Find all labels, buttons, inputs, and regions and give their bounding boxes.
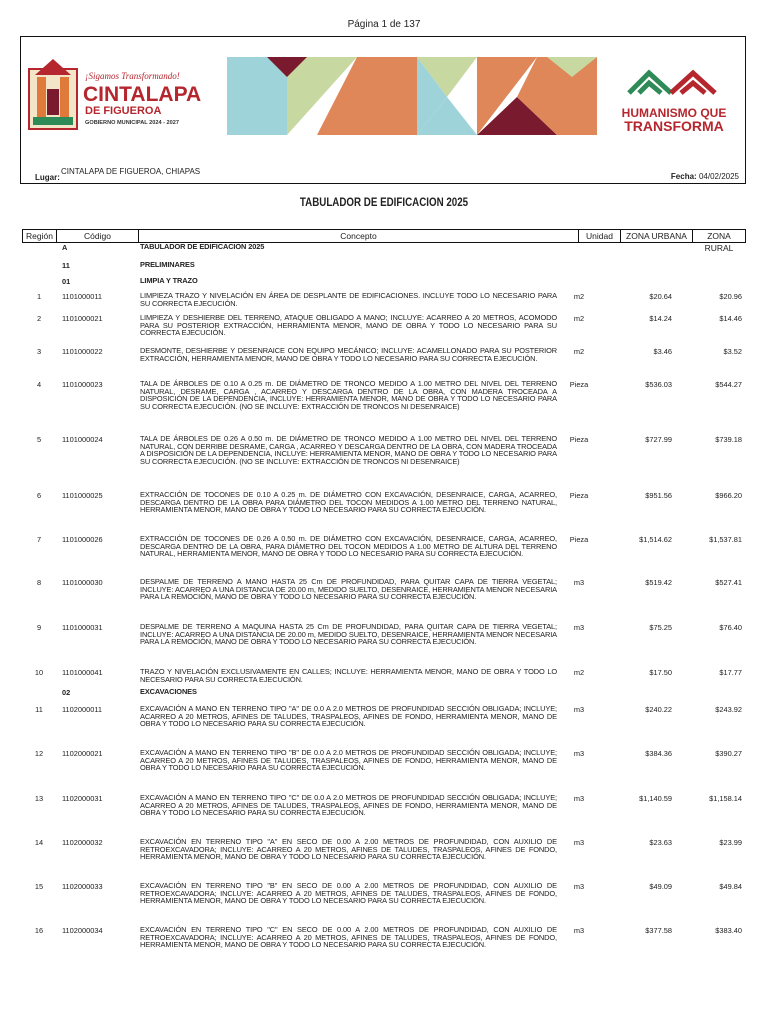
region-cell: 10 [34, 668, 44, 677]
unidad-cell: m3 [573, 882, 585, 891]
region-cell: 12 [34, 749, 44, 758]
svg-text:CINTALAPA: CINTALAPA [83, 83, 202, 106]
codigo-cell: 1101000030 [62, 578, 103, 587]
zona-rural-cell: $1,537.81 [709, 535, 742, 544]
zona-urbana-cell: $23.63 [649, 838, 672, 847]
document-title: TABULADOR DE EDIFICACION 2025 [299, 197, 469, 209]
codigo-cell: 1102000033 [62, 882, 103, 891]
codigo-cell: 1101000021 [62, 314, 103, 323]
zona-rural-cell: $739.18 [715, 435, 742, 444]
zona-urbana-cell: $240.22 [645, 705, 672, 714]
zona-urbana-cell: $384.36 [645, 749, 672, 758]
zona-rural-cell: $966.20 [715, 491, 742, 500]
codigo-cell: 1101000022 [62, 347, 103, 356]
svg-text:GOBIERNO MUNICIPAL 2024 - 2027: GOBIERNO MUNICIPAL 2024 - 2027 [85, 120, 179, 126]
concepto-cell: TRAZO Y NIVELACIÓN EXCLUSIVAMENTE EN CALLES; INCLUYE: HERRAMIENTA MENOR, MANO DE OBRA Y TODO LO NECESARIO PARA SU CORRECTA EJECUCIÓN. [140, 667, 557, 684]
codigo-cell: 1102000011 [62, 705, 103, 714]
codigo-cell: 1101000023 [62, 380, 103, 389]
zona-urbana-cell: $75.25 [649, 623, 672, 632]
svg-text:HUMANISMO QUE: HUMANISMO QUE [621, 106, 727, 120]
concepto-cell: EXTRACCIÓN DE TOCONES DE 0.26 A 0.50 m. DE DIÁMETRO CON EXCAVACIÓN, DESENRAICE, CARGA, ACARREO, DESCARGA DENTRO DE LA OBRA, PARA DIÁMETRO DEL TOCON MEDIDOS A 1.00 METRO DE ALTURA DEL TERRENO NATURAL, HERRAMIENTA MENOR, MANO DE OBRA Y TODO LO NECESARIO PARA SU CORRECTA EJECUCIÓN. [140, 534, 557, 559]
concepto-cell: EXCAVACIÓN A MANO EN TERRENO TIPO "C" DE 0.0 A 2.0 METROS DE PROFUNDIDAD SECCIÓN OBLIGADA; INCLUYE; ACARREO A 20 METROS, AFINES DE TALUDES, TRASPALEOS, AFINES DE FONDO, HERRAMIENTA MENOR, MANO DE OBRA Y TODO LO NECESARIO PARA SU CORRECTA EJECUCIÓN. [140, 793, 557, 818]
concepto-cell: EXCAVACIÓN EN TERRENO TIPO "C" EN SECO DE 0.00 A 2.00 METROS DE PROFUNDIDAD, CON AUXILIO DE RETROEXCAVADORA; INCLUYE: ACARREO A 20 METROS, AFINES DE TALUDES, TRASPALEOS, AFINES DE FONDO, HERRAMIENTA MENOR, MANO DE OBRA Y TODO LO NECESARIO PARA SU CORRECTA EJECUCIÓN. [140, 925, 557, 950]
unidad-cell: m3 [573, 926, 585, 935]
zona-rural-cell: $383.40 [715, 926, 742, 935]
codigo-cell: 02 [62, 688, 71, 697]
unidad-cell: m3 [573, 749, 585, 758]
zona-urbana-cell: $14.24 [649, 314, 672, 323]
zona-rural-cell: $243.92 [715, 705, 742, 714]
unidad-cell: m3 [573, 623, 585, 632]
fecha-label: Fecha: [670, 172, 697, 181]
zona-urbana-cell: $377.58 [645, 926, 672, 935]
zona-rural-cell: $20.96 [719, 292, 742, 301]
decorative-band [227, 57, 597, 135]
zona-urbana-cell: $20.64 [649, 292, 672, 301]
region-cell: 15 [34, 882, 44, 891]
zona-urbana-cell: $1,140.59 [639, 794, 672, 803]
codigo-cell: 1101000024 [62, 435, 103, 444]
col-header-codigo: Código [57, 230, 139, 242]
unidad-cell: Pieza [569, 380, 589, 389]
page-number: Página 1 de 137 [347, 19, 421, 30]
concepto-cell: LIMPIEZA TRAZO Y NIVELACIÓN EN ÁREA DE DESPLANTE DE EDIFICACIONES. INCLUYE TODO LO NECESARIO PARA SU CORRECTA EJECUCIÓN. [140, 291, 557, 308]
zona-urbana-cell: $727.99 [645, 435, 672, 444]
svg-text:TRANSFORMA: TRANSFORMA [624, 118, 724, 134]
codigo-cell: 1101000041 [62, 668, 103, 677]
zona-urbana-cell: $17.50 [649, 668, 672, 677]
region-cell: 11 [35, 705, 43, 714]
zona-rural-cell: $76.40 [719, 623, 742, 632]
concepto-cell: EXCAVACIÓN A MANO EN TERRENO TIPO "A" DE 0.0 A 2.0 METROS DE PROFUNDIDAD SECCIÓN OBLIGADA; INCLUYE; ACARREO A 20 METROS, AFINES DE TALUDES, TRASPALEOS, AFINES DE FONDO, HERRAMIENTA MENOR, MANO DE OBRA Y TODO LO NECESARIO PARA SU CORRECTA EJECUCIÓN. [140, 704, 557, 729]
zona-urbana-cell: $951.56 [645, 491, 672, 500]
svg-text:DE FIGUEROA: DE FIGUEROA [85, 105, 162, 117]
codigo-cell: A [62, 243, 68, 252]
region-cell: 1 [36, 292, 42, 301]
lugar-label: Lugar: [35, 173, 60, 182]
unidad-cell: m2 [573, 668, 585, 677]
region-cell: 7 [36, 535, 42, 544]
svg-text:¡Sigamos Transformando!: ¡Sigamos Transformando! [85, 71, 180, 81]
unidad-cell: m2 [573, 347, 585, 356]
concepto-cell: LIMPIEZA Y DESHIERBE DEL TERRENO, ATAQUE OBLIGADO A MANO; INCLUYE: ACARREO A 20 METROS, ACOMODO PARA SU POSTERIOR EXTRACCIÓN, HERRAMIENTA MENOR, MANO DE OBRA Y TODO LO NECESARIO PARA SU CORRECTA EJECUCIÓN. [140, 313, 557, 338]
col-header-zona-rural: ZONA RURAL [704, 231, 734, 253]
unidad-cell: m3 [573, 838, 585, 847]
fecha-value: 04/02/2025 [698, 172, 739, 181]
codigo-cell: 1102000021 [62, 749, 103, 758]
concepto-cell: EXCAVACIÓN A MANO EN TERRENO TIPO "B" DE 0.0 A 2.0 METROS DE PROFUNDIDAD SECCIÓN OBLIGADA; INCLUYE; ACARREO A 20 METROS, AFINES DE TALUDES, TRASPALEOS, AFINES DE FONDO, HERRAMIENTA MENOR, MANO DE OBRA Y TODO LO NECESARIO PARA SU CORRECTA EJECUCIÓN. [140, 748, 557, 773]
col-header-region: Región [23, 230, 57, 242]
codigo-cell: 1102000032 [62, 838, 103, 847]
concepto-cell: DESPALME DE TERRENO A MAQUINA HASTA 25 Cm DE PROFUNDIDAD, PARA QUITAR CAPA DE TIERRA VEGETAL; INCLUYE: ACARREO A UNA DISTANCIA DE 20.00 m, MEDIDO SUELTO, DESENRAICE, HERRAMIENTA MENOR NECESARIA PARA LA REMOCIÓN, MANO DE OBRA Y TODO LO NECESARIO PARA SU CORRECTA EJECUCIÓN. [140, 622, 557, 647]
col-header-concepto: Concepto [139, 230, 579, 242]
concepto-cell: EXCAVACIÓN EN TERRENO TIPO "B" EN SECO DE 0.00 A 2.00 METROS DE PROFUNDIDAD, CON AUXILIO DE RETROEXCAVADORA; INCLUYE: ACARREO A 20 METROS, AFINES DE TALUDES, TRASPALEOS, AFINES DE FONDO, HERRAMIENTA MENOR, MANO DE OBRA Y TODO LO NECESARIO PARA SU CORRECTA EJECUCIÓN. [140, 881, 557, 906]
concepto-cell: EXCAVACIÓN EN TERRENO TIPO "A" EN SECO DE 0.00 A 2.00 METROS DE PROFUNDIDAD, CON AUXILIO DE RETROEXCAVADORA; INCLUYE: ACARREO A 20 METROS, AFINES DE TALUDES, TRASPALEOS, AFINES DE FONDO, HERRAMIENTA MENOR, MANO DE OBRA Y TODO LO NECESARIO PARA SU CORRECTA EJECUCIÓN. [140, 837, 557, 862]
codigo-cell: 1101000031 [62, 623, 103, 632]
concepto-cell: EXCAVACIONES [140, 687, 197, 696]
region-cell: 13 [34, 794, 44, 803]
unidad-cell: Pieza [569, 491, 589, 500]
zona-rural-cell: $49.84 [719, 882, 742, 891]
lugar-value: CINTALAPA DE FIGUEROA, CHIAPAS [61, 167, 201, 176]
unidad-cell: m2 [573, 292, 585, 301]
zona-rural-cell: $544.27 [715, 380, 742, 389]
document-header [20, 36, 746, 184]
concepto-cell: DESMONTE, DESHIERBE Y DESENRAICE CON EQUIPO MECÁNICO; INCLUYE: ACAMELLONADO PARA SU POSTERIOR EXTRACCIÓN, HERRAMIENTA MENOR, MANO DE OBRA Y TODO LO NECESARIO PARA SU CORRECTA EJECUCIÓN. [140, 346, 557, 363]
region-cell: 2 [36, 314, 42, 323]
concepto-cell: LIMPIA Y TRAZO [140, 276, 198, 285]
codigo-cell: 1101000025 [62, 491, 103, 500]
codigo-cell: 1102000031 [62, 794, 103, 803]
concepto-cell: TALA DE ÁRBOLES DE 0.26 A 0.50 m. DE DIÁMETRO DE TRONCO MEDIDO A 1.00 METRO DEL NIVEL DEL TERRENO NATURAL, CON DERRIBE DESRAME, CARGA , ACARREO Y DESCARGA DENTRO DE LA OBRA, CON MADERA TROCEADA A DISPOSICIÓN DE LA DEPENDENCIA, INCLUYE: HERRAMIENTA MENOR, MANO DE OBRA Y TODO LO NECESARIO PARA SU CORRECTA EJECUCIÓN. (NO SE INCLUYE: EXTRACCIÓN DE TRONCOS NI DESENRAICE) [140, 434, 557, 466]
zona-urbana-cell: $1,514.62 [639, 535, 672, 544]
codigo-cell: 11 [62, 261, 70, 270]
zona-urbana-cell: $49.09 [649, 882, 672, 891]
codigo-cell: 01 [62, 277, 71, 286]
unidad-cell: m2 [573, 314, 585, 323]
codigo-cell: 1101000026 [62, 535, 103, 544]
zona-rural-cell: $14.46 [719, 314, 742, 323]
unidad-cell: m3 [573, 705, 585, 714]
zona-urbana-cell: $3.46 [653, 347, 672, 356]
zona-rural-cell: $3.52 [723, 347, 742, 356]
region-cell: 5 [36, 435, 42, 444]
concepto-cell: TALA DE ÁRBOLES DE 0.10 A 0.25 m. DE DIÁMETRO DE TRONCO MEDIDO A 1.00 METRO DEL NIVEL DEL TERRENO NATURAL, DESRAME, CARGA , ACARREO Y DESCARGA DENTRO DE LA OBRA, CON MADERA TROCEADA A DISPOSICIÓN DE LA DEPENDENCIA, INCLUYE: HERRAMIENTA MENOR, MANO DE OBRA Y TODO LO NECESARIO PARA SU CORRECTA EJECUCIÓN. (NO SE INCLUYE: EXTRACCIÓN DE TRONCOS NI DESENRAICE) [140, 379, 557, 411]
unidad-cell: Pieza [569, 535, 589, 544]
region-cell: 16 [34, 926, 44, 935]
region-cell: 4 [36, 380, 42, 389]
region-cell: 6 [36, 491, 42, 500]
zona-urbana-cell: $519.42 [645, 578, 672, 587]
zona-rural-cell: $17.77 [719, 668, 742, 677]
concepto-cell: PRELIMINARES [140, 260, 195, 269]
unidad-cell: m3 [573, 794, 585, 803]
col-header-zona-urbana: ZONA URBANA [621, 230, 693, 242]
col-header-unidad: Unidad [579, 230, 621, 242]
zona-urbana-cell: $536.03 [645, 380, 672, 389]
concepto-cell: DESPALME DE TERRENO A MANO HASTA 25 Cm DE PROFUNDIDAD, PARA QUITAR CAPA DE TIERRA VEGETAL; INCLUYE: ACARREO A UNA DISTANCIA DE 20.00 m, MEDIDO SUELTO, DESENRAICE, HERRAMIENTA MENOR NECESARIA PARA LA REMOCIÓN, MANO DE OBRA Y TODO LO NECESARIO PARA SU CORRECTA EJECUCIÓN. [140, 577, 557, 602]
zona-rural-cell: $23.99 [719, 838, 742, 847]
concepto-cell: TABULADOR DE EDIFICACION 2025 [140, 242, 265, 251]
codigo-cell: 1102000034 [62, 926, 103, 935]
region-cell: 14 [34, 838, 44, 847]
region-cell: 3 [36, 347, 42, 356]
humanismo-logo [609, 55, 739, 137]
zona-rural-cell: $527.41 [715, 578, 742, 587]
concepto-cell: EXTRACCIÓN DE TOCONES DE 0.10 A 0.25 m. DE DIÁMETRO CON EXCAVACIÓN, DESENRAICE, CARGA, ACARREO, DESCARGA DENTRO DE LA OBRA PARA DIÁMETRO DEL TOCON MEDIDOS A 1.00 METRO DEL TERRENO NATURAL, HERRAMIENTA MENOR, MANO DE OBRA Y TODO LO NECESARIO PARA SU CORRECTA EJECUCIÓN. [140, 490, 557, 515]
unidad-cell: Pieza [569, 435, 589, 444]
zona-rural-cell: $390.27 [715, 749, 742, 758]
region-cell: 8 [36, 578, 42, 587]
cathedral-icon [29, 59, 77, 129]
diamond-pattern-icon [629, 73, 715, 93]
municipal-logo [27, 55, 211, 139]
unidad-cell: m3 [573, 578, 585, 587]
region-cell: 9 [36, 623, 42, 632]
codigo-cell: 1101000011 [62, 292, 103, 301]
zona-rural-cell: $1,158.14 [709, 794, 742, 803]
fecha [671, 172, 739, 181]
